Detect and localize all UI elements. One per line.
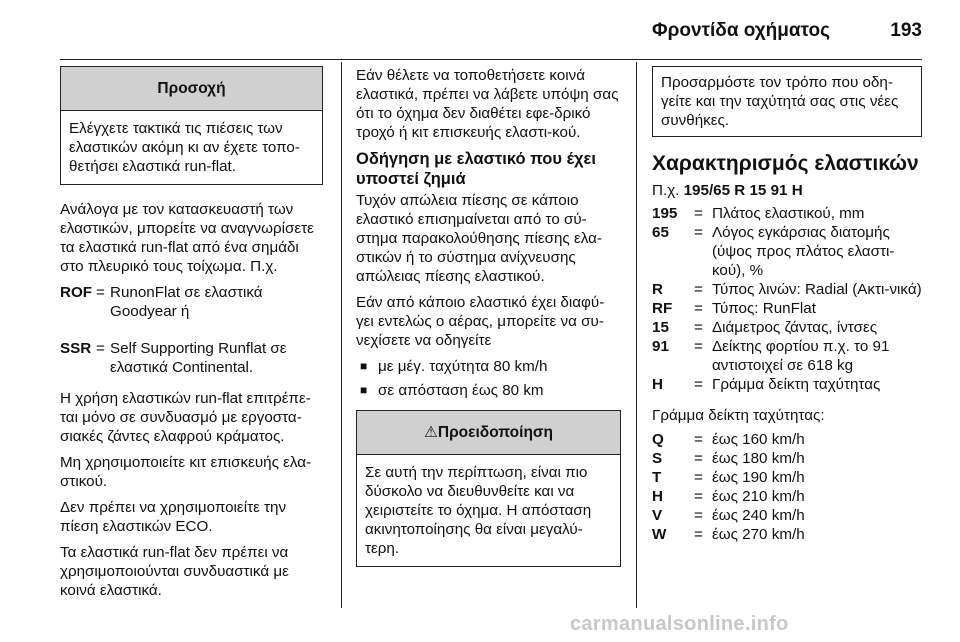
caution-box	[60, 66, 323, 185]
definition-desc: Λόγος εγκάρσιας διατομής (ύψος προς πλάτος ελαστι-κού), %	[712, 224, 895, 279]
bullet-square-icon: ■	[360, 359, 368, 373]
section-title: Φροντίδα οχήματος	[652, 20, 830, 41]
definition-term: 195	[652, 205, 678, 222]
equals-sign: =	[694, 376, 703, 393]
speed-letter: W	[652, 526, 667, 543]
speed-letter: T	[652, 469, 662, 486]
example-code: 195/65 R 15 91 H	[683, 182, 803, 199]
speed-letter: V	[652, 507, 663, 524]
warning-title: Προειδοποίηση	[437, 424, 553, 441]
speed-row	[652, 449, 922, 468]
definition-row	[652, 375, 922, 394]
section-heading: Χαρακτηρισμός ελαστικών	[652, 152, 919, 175]
equals-sign: =	[694, 300, 703, 317]
definition-row	[60, 283, 323, 321]
note-box	[652, 66, 922, 137]
watermark: carmanualsonline.info	[570, 613, 789, 635]
column-divider-2	[636, 62, 637, 608]
paragraph: Εάν από κάποιο ελαστικό έχει διαφύ-γει εντελώς ο αέρας, μπορείτε να συ-νεχίσετε να οδηγείτε	[356, 294, 605, 349]
definition-row	[652, 280, 922, 299]
paragraph: Μη χρησιμοποιείτε κιτ επισκευής ελα-στικού.	[60, 454, 312, 490]
tyre-code-list	[652, 204, 922, 394]
speed-row	[652, 525, 922, 544]
column-divider-1	[341, 62, 342, 608]
speed-letter: H	[652, 488, 663, 505]
speed-index-list	[652, 430, 922, 544]
speed-value: έως 270 km/h	[712, 526, 805, 543]
equals-sign: =	[694, 450, 703, 467]
definition-row	[652, 223, 922, 280]
paragraph: Τυχόν απώλεια πίεσης σε κάποιο ελαστικό επισημαίνεται από το σύ-στημα παρακολούθησης πίεσης ελα-στικών ή το σύστημα ανίχνευσης απώλειας πίεσης ελαστικού.	[356, 192, 602, 285]
equals-sign: =	[694, 319, 703, 336]
equals-sign: =	[694, 281, 703, 298]
definition-desc: Διάμετρος ζάντας, ίντσες	[712, 319, 878, 336]
note-body: Προσαρμόστε τον τρόπο που οδη-γείτε και την ταχύτητά σας στις νέες συνθήκες.	[661, 74, 899, 129]
speed-index-intro: Γράμμα δείκτη ταχύτητας:	[652, 407, 825, 424]
definition-term: SSR	[60, 340, 92, 357]
paragraph: Εάν θέλετε να τοποθετήσετε κοινά ελαστικά, πρέπει να λάβετε υπόψη σας ότι το όχημα δεν διαθέτει εφε-δρικό τροχό ή κιτ επισκευής ελαστι-κού.	[356, 67, 619, 141]
equals-sign: =	[694, 469, 703, 486]
equals-sign: =	[96, 284, 105, 301]
definition-term: 91	[652, 338, 669, 355]
subsection-heading: Οδήγηση με ελαστικό που έχει υποστεί ζημιά	[356, 150, 596, 188]
example-line	[652, 181, 922, 200]
speed-row	[652, 430, 922, 449]
definition-row	[652, 204, 922, 223]
speed-row	[652, 468, 922, 487]
equals-sign: =	[694, 526, 703, 543]
header-rule	[60, 59, 922, 60]
paragraph: Η χρήση ελαστικών run-flat επιτρέπε-ται μόνο σε συνδυασμό με εργοστα-σιακές ζάντες ελαφρού κράματος.	[60, 390, 311, 445]
bullet-text: με μέγ. ταχύτητα 80 km/h	[378, 358, 548, 375]
page-header	[60, 14, 922, 60]
equals-sign: =	[694, 205, 703, 222]
page-number: 193	[890, 20, 922, 41]
equals-sign: =	[694, 431, 703, 448]
speed-row	[652, 487, 922, 506]
definition-desc: Τύπος: RunFlat	[712, 300, 816, 317]
speed-row	[652, 506, 922, 525]
speed-letter: S	[652, 450, 663, 467]
definition-desc: Δείκτης φορτίου π.χ. το 91 αντιστοιχεί σε 618 kg	[712, 338, 890, 374]
bullet-item	[356, 357, 621, 376]
speed-value: έως 190 km/h	[712, 469, 805, 486]
definition-term: 65	[652, 224, 669, 241]
column-1	[60, 66, 323, 607]
speed-value: έως 160 km/h	[712, 431, 805, 448]
definition-desc: Γράμμα δείκτη ταχύτητας	[712, 376, 881, 393]
bullet-item	[356, 381, 621, 400]
definition-row	[652, 337, 922, 375]
speed-value: έως 180 km/h	[712, 450, 805, 467]
speed-value: έως 210 km/h	[712, 488, 805, 505]
definition-term: R	[652, 281, 663, 298]
warning-box	[356, 410, 621, 567]
equals-sign: =	[694, 507, 703, 524]
warning-body: Σε αυτή την περίπτωση, είναι πιο δύσκολο να διευθυνθείτε και να χειριστείτε το όχημα. Η απόσταση ακινητοποίησης θα είναι μεγαλύ-τερη.	[365, 464, 592, 557]
paragraph: Δεν πρέπει να χρησιμοποιείτε την πίεση ελαστικών ECO.	[60, 499, 287, 535]
warning-heading	[357, 411, 620, 455]
definition-desc: Self Supporting Runflat σε ελαστικά Continental.	[110, 340, 287, 376]
column-3	[652, 66, 922, 544]
definition-row	[652, 318, 922, 337]
definition-term: RF	[652, 300, 673, 317]
caution-title: Προσοχή	[61, 67, 322, 111]
definition-term: H	[652, 376, 663, 393]
definition-term: ROF	[60, 284, 93, 301]
speed-letter: Q	[652, 431, 664, 448]
caution-body: Ελέγχετε τακτικά τις πιέσεις των ελαστικών ακόμη κι αν έχετε τοπο-θετήσει ελαστικά run-flat.	[69, 120, 300, 175]
equals-sign: =	[694, 488, 703, 505]
definition-row	[60, 339, 323, 377]
warning-triangle-icon: ⚠	[423, 424, 438, 441]
speed-value: έως 240 km/h	[712, 507, 805, 524]
bullet-text: σε απόσταση έως 80 km	[378, 382, 544, 399]
definition-term: 15	[652, 319, 669, 336]
definition-desc: RunonFlat σε ελαστικά Goodyear ή	[110, 284, 263, 320]
definition-desc: Πλάτος ελαστικού, mm	[712, 205, 865, 222]
paragraph: Τα ελαστικά run-flat δεν πρέπει να χρησιμοποιούνται συνδυαστικά με κοινά ελαστικά.	[60, 544, 289, 599]
definition-row	[652, 299, 922, 318]
example-prefix: Π.χ.	[652, 182, 684, 199]
definition-desc: Τύπος λινών: Radial (Ακτι-νικά)	[712, 281, 922, 298]
column-2	[356, 66, 621, 582]
bullet-square-icon: ■	[360, 383, 368, 397]
equals-sign: =	[694, 224, 703, 241]
run-flat-intro: Ανάλογα με τον κατασκευαστή των ελαστικών, μπορείτε να αναγνωρίσετε τα ελαστικά run-flat από ένα σημάδι στο πλευρικό τους τοίχωμα. Π.χ.	[60, 201, 314, 275]
equals-sign: =	[694, 338, 703, 355]
equals-sign: =	[96, 340, 105, 357]
